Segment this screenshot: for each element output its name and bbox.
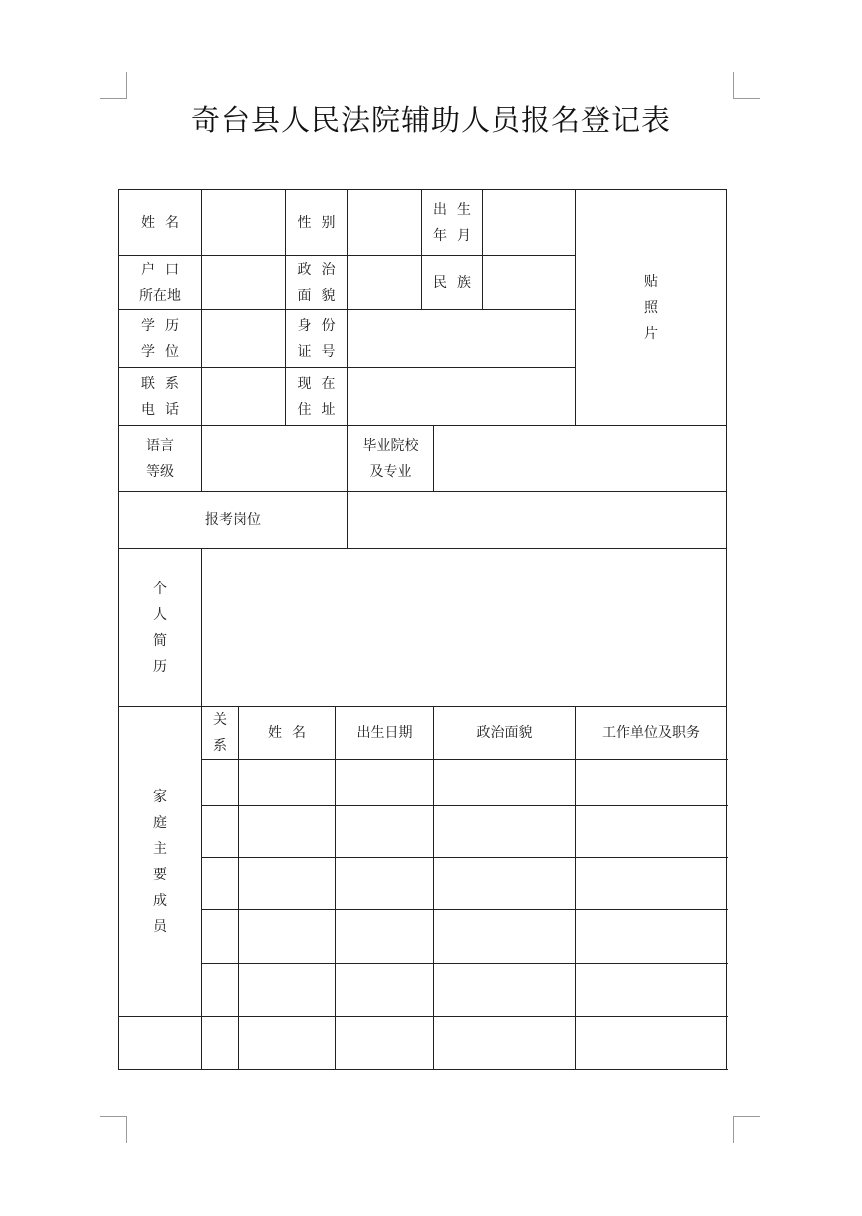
ethnicity-value-cell[interactable] (483, 256, 576, 310)
relation-header-line1: 关 (213, 712, 227, 728)
school-value-cell[interactable] (434, 426, 727, 492)
family-birth-cell[interactable] (336, 760, 434, 806)
resume-label-2: 人 (153, 606, 167, 623)
photo-label-2: 照 (644, 299, 658, 316)
family-row-3 (119, 858, 727, 910)
family-relation-cell[interactable] (202, 858, 239, 910)
birth-label (422, 190, 483, 256)
family-work-cell[interactable] (576, 858, 727, 910)
registration-form (118, 189, 727, 1070)
phone-value-cell[interactable] (202, 368, 286, 426)
family-politics-header: 政治面貌 (434, 707, 576, 760)
family-work-cell[interactable] (576, 910, 727, 964)
crop-mark-bottom-right (733, 1116, 760, 1143)
language-label-line2: 等级 (146, 463, 174, 480)
hukou-label-line1: 户口 (141, 261, 189, 278)
family-label-5: 成 (153, 892, 167, 909)
politics-label-line1: 政治 (297, 261, 346, 278)
politics-value-cell[interactable] (348, 256, 422, 310)
extra-label-cell[interactable] (119, 1017, 202, 1070)
family-name-cell[interactable] (239, 910, 336, 964)
row-resume (119, 549, 727, 707)
hukou-label-line2: 所在地 (139, 287, 181, 304)
photo-cell[interactable] (576, 190, 727, 426)
education-label (119, 310, 202, 368)
family-row-5 (119, 964, 727, 1017)
family-name-header: 姓名 (239, 707, 336, 760)
family-politics-cell[interactable] (434, 910, 576, 964)
resume-label (119, 549, 202, 707)
resume-label-1: 个 (153, 580, 167, 597)
family-work-header: 工作单位及职务 (576, 707, 727, 760)
position-value-cell[interactable] (348, 492, 727, 549)
address-label-line1: 现在 (297, 375, 346, 392)
politics-label (286, 256, 348, 310)
family-label-6: 员 (153, 918, 167, 935)
address-label-line2: 住址 (297, 401, 346, 418)
family-row-4 (119, 910, 727, 964)
family-birth-cell[interactable] (336, 1017, 434, 1070)
family-relation-cell[interactable] (202, 1017, 239, 1070)
family-row-2 (119, 806, 727, 858)
crop-mark-top-left (100, 72, 127, 99)
row-position (119, 492, 727, 549)
family-name-cell[interactable] (239, 806, 336, 858)
family-label-4: 要 (153, 866, 167, 883)
family-politics-cell[interactable] (434, 964, 576, 1017)
school-label-line1: 毕业院校 (362, 437, 419, 454)
family-birth-cell[interactable] (336, 806, 434, 858)
education-value-cell[interactable] (202, 310, 286, 368)
hukou-label (119, 256, 202, 310)
family-work-cell[interactable] (576, 1017, 727, 1070)
language-label (119, 426, 202, 492)
school-label (348, 426, 434, 492)
family-row-6 (119, 1017, 727, 1070)
family-label-2: 庭 (153, 814, 167, 831)
family-name-cell[interactable] (239, 760, 336, 806)
birth-label-line1: 出生 (433, 201, 481, 218)
birth-label-line2: 年月 (433, 227, 481, 244)
name-label: 姓名 (119, 190, 202, 256)
family-politics-cell[interactable] (434, 806, 576, 858)
family-birth-header: 出生日期 (336, 707, 434, 760)
row-name (119, 190, 727, 256)
relation-header-line2: 系 (213, 738, 227, 754)
education-label-line2: 学位 (141, 343, 189, 360)
resume-label-3: 简 (153, 632, 167, 649)
family-label (119, 707, 202, 1017)
family-birth-cell[interactable] (336, 858, 434, 910)
gender-value-cell[interactable] (348, 190, 422, 256)
birth-value-cell[interactable] (483, 190, 576, 256)
photo-label-1: 贴 (644, 273, 658, 290)
phone-label (119, 368, 202, 426)
family-label-1: 家 (153, 788, 167, 805)
family-name-cell[interactable] (239, 1017, 336, 1070)
family-birth-cell[interactable] (336, 964, 434, 1017)
family-work-cell[interactable] (576, 760, 727, 806)
family-relation-cell[interactable] (202, 964, 239, 1017)
crop-mark-bottom-left (100, 1116, 127, 1143)
family-name-cell[interactable] (239, 858, 336, 910)
ethnicity-label: 民族 (422, 256, 483, 310)
gender-label: 性别 (286, 190, 348, 256)
resume-label-4: 历 (153, 658, 167, 675)
row-language (119, 426, 727, 492)
id-value-cell[interactable] (348, 310, 576, 368)
family-label-3: 主 (153, 840, 167, 857)
id-label-line2: 证号 (297, 343, 346, 360)
family-name-cell[interactable] (239, 964, 336, 1017)
position-label: 报考岗位 (119, 492, 348, 549)
language-label-line1: 语言 (146, 437, 174, 454)
family-relation-cell[interactable] (202, 910, 239, 964)
family-work-cell[interactable] (576, 964, 727, 1017)
phone-label-line1: 联系 (141, 375, 189, 392)
address-label (286, 368, 348, 426)
family-work-cell[interactable] (576, 806, 727, 858)
school-label-line2: 及专业 (369, 463, 412, 480)
family-politics-cell[interactable] (434, 858, 576, 910)
relation-header (202, 707, 239, 760)
family-header-row (119, 707, 727, 760)
family-politics-cell[interactable] (434, 760, 576, 806)
hukou-value-cell[interactable] (202, 256, 286, 310)
education-label-line1: 学历 (141, 317, 189, 334)
family-birth-cell[interactable] (336, 910, 434, 964)
language-value-cell[interactable] (202, 426, 348, 492)
politics-label-line2: 面貌 (297, 287, 346, 304)
id-label (286, 310, 348, 368)
id-label-line1: 身份 (297, 317, 346, 334)
family-relation-cell[interactable] (202, 760, 239, 806)
photo-label-3: 片 (644, 325, 658, 342)
resume-value-cell[interactable] (202, 549, 727, 707)
registration-table (118, 189, 727, 1070)
form-title: 奇台县人民法院辅助人员报名登记表 (190, 103, 671, 137)
crop-mark-top-right (733, 72, 760, 99)
family-politics-cell[interactable] (434, 1017, 576, 1070)
address-value-cell[interactable] (348, 368, 576, 426)
family-row-1 (119, 760, 727, 806)
name-value-cell[interactable] (202, 190, 286, 256)
phone-label-line2: 电话 (141, 401, 189, 418)
family-relation-cell[interactable] (202, 806, 239, 858)
